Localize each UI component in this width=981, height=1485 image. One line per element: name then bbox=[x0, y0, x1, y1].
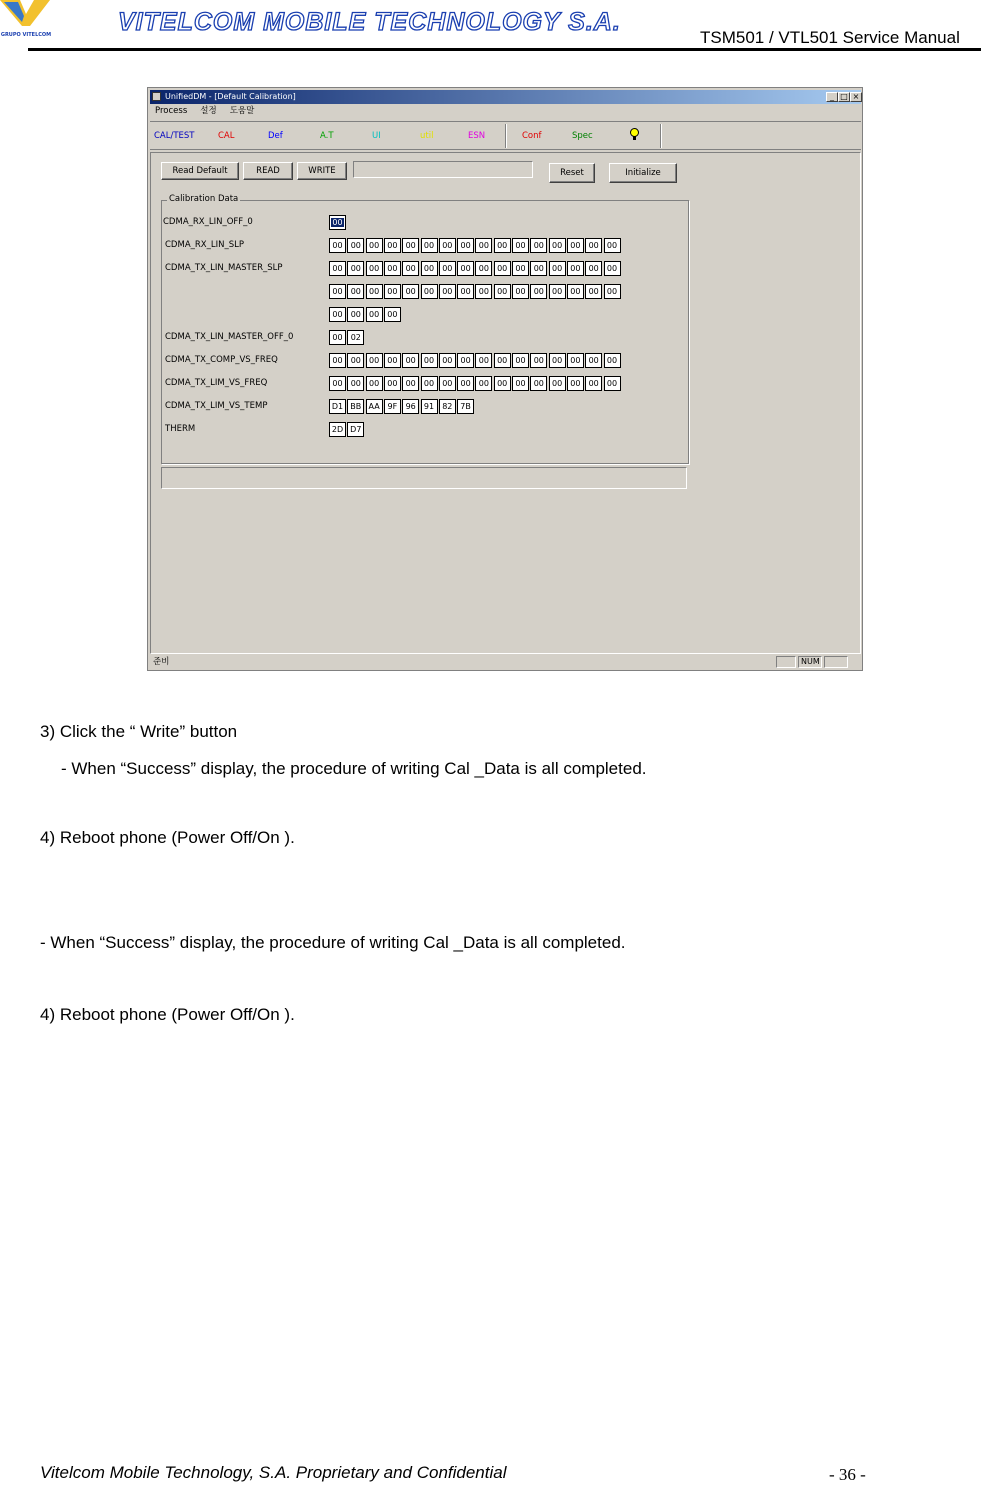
hex-cell[interactable] bbox=[439, 284, 456, 299]
hex-cell-value: 00 bbox=[387, 310, 398, 319]
hex-cell-value: 00 bbox=[405, 264, 416, 273]
status-pane bbox=[824, 656, 848, 668]
hex-cell[interactable] bbox=[585, 238, 602, 253]
window-title: UnifiedDM - [Default Calibration] bbox=[165, 92, 296, 101]
hex-cell-value: 00 bbox=[387, 287, 398, 296]
step-4-text: 4) Reboot phone (Power Off/On ). bbox=[40, 828, 295, 847]
logo-text: GRUPO VITELCOM bbox=[0, 32, 52, 38]
hex-cell-value: 00 bbox=[588, 356, 599, 365]
app-icon bbox=[152, 92, 161, 101]
hex-cell-value: 00 bbox=[350, 264, 361, 273]
hex-cell-value: 00 bbox=[405, 287, 416, 296]
hex-cell-value: AA bbox=[368, 402, 380, 411]
hex-cell[interactable] bbox=[329, 330, 346, 345]
hex-cell-value: 00 bbox=[460, 264, 471, 273]
hex-cell[interactable] bbox=[384, 399, 401, 414]
hex-cell[interactable] bbox=[402, 376, 419, 391]
hex-cell[interactable] bbox=[384, 376, 401, 391]
menu-settings[interactable]: 설정 bbox=[200, 106, 217, 116]
hex-cell[interactable] bbox=[366, 238, 383, 253]
hex-cell-value: 00 bbox=[442, 264, 453, 273]
toolbar-cal-test[interactable]: CAL/TEST bbox=[154, 131, 195, 141]
hex-cell[interactable] bbox=[366, 399, 383, 414]
hex-cell-value: 00 bbox=[478, 287, 489, 296]
hex-cell-value: 00 bbox=[460, 287, 471, 296]
hex-cell-value: 91 bbox=[423, 402, 435, 411]
hex-cell[interactable] bbox=[494, 353, 511, 368]
hex-cell-value: 00 bbox=[478, 379, 489, 388]
hex-cell[interactable] bbox=[366, 261, 383, 276]
hex-cell[interactable] bbox=[530, 238, 547, 253]
hex-cell-value: 00 bbox=[552, 379, 563, 388]
toolbar-separator bbox=[660, 124, 662, 148]
hex-cell[interactable] bbox=[329, 238, 346, 253]
hex-cell-value: 00 bbox=[533, 356, 544, 365]
hex-cell-value: 00 bbox=[588, 241, 599, 250]
toolbar-util[interactable]: util bbox=[420, 131, 434, 141]
hex-cell-value: 00 bbox=[497, 264, 508, 273]
toolbar-spec[interactable]: Spec bbox=[572, 131, 593, 141]
hex-cell[interactable] bbox=[402, 261, 419, 276]
toolbar-at[interactable]: A.T bbox=[320, 131, 334, 141]
hex-cell[interactable] bbox=[347, 261, 364, 276]
content-area bbox=[150, 152, 861, 654]
hex-cell-value: 00 bbox=[405, 379, 416, 388]
hex-cell-value: 00 bbox=[369, 264, 380, 273]
hex-cell[interactable] bbox=[549, 284, 566, 299]
hex-cell[interactable] bbox=[421, 353, 438, 368]
hex-cell[interactable] bbox=[347, 238, 364, 253]
hex-cell[interactable] bbox=[512, 238, 529, 253]
hex-cell[interactable] bbox=[366, 376, 383, 391]
help-icon[interactable] bbox=[630, 128, 639, 144]
hex-cell[interactable] bbox=[347, 376, 364, 391]
hex-cell[interactable] bbox=[439, 399, 456, 414]
hex-cell-value: 00 bbox=[405, 241, 416, 250]
reset-button[interactable]: Reset bbox=[549, 163, 595, 183]
toolbar-ui[interactable]: UI bbox=[372, 131, 381, 141]
hex-cell[interactable] bbox=[329, 215, 346, 230]
status-bar bbox=[150, 655, 861, 669]
read-default-button[interactable]: Read Default bbox=[161, 162, 239, 180]
hex-cell-value: BB bbox=[350, 402, 362, 411]
hex-cell-value: 00 bbox=[460, 379, 471, 388]
hex-cell[interactable] bbox=[475, 353, 492, 368]
hex-cell[interactable] bbox=[457, 238, 474, 253]
hex-cell-value: 00 bbox=[515, 379, 526, 388]
hex-cell-value: 00 bbox=[350, 379, 361, 388]
step-3-note: - When “Success” display, the procedure of writing Cal _Data is all completed. bbox=[61, 759, 647, 778]
hex-cell[interactable] bbox=[549, 376, 566, 391]
repeat-step-4: 4) Reboot phone (Power Off/On ). bbox=[40, 1005, 295, 1024]
status-field bbox=[353, 161, 533, 178]
hex-cell-value: 82 bbox=[442, 402, 453, 411]
hex-cell-value: 00 bbox=[552, 264, 563, 273]
hex-cell[interactable] bbox=[366, 307, 383, 322]
hex-cell-value: 00 bbox=[570, 264, 581, 273]
manual-title: TSM501 / VTL501 Service Manual bbox=[700, 28, 960, 47]
hex-cell-value: 00 bbox=[515, 287, 526, 296]
hex-cell-value: 00 bbox=[387, 241, 398, 250]
hex-cell[interactable] bbox=[567, 376, 584, 391]
hex-cell-value: 00 bbox=[332, 287, 343, 296]
hex-cell-value: 00 bbox=[423, 379, 435, 388]
hex-cell[interactable] bbox=[567, 261, 584, 276]
hex-cell[interactable] bbox=[475, 238, 492, 253]
hex-cell-value: 00 bbox=[442, 241, 453, 250]
page-number: - 36 - bbox=[829, 1465, 866, 1484]
status-text: 준비 bbox=[153, 657, 170, 667]
hex-cell-value: 00 bbox=[497, 287, 508, 296]
close-button[interactable]: × bbox=[850, 92, 862, 102]
hex-cell[interactable] bbox=[347, 399, 364, 414]
hex-cell-value: 00 bbox=[588, 264, 599, 273]
hex-cell-value: 00 bbox=[606, 356, 618, 365]
hex-cell-value: 00 bbox=[442, 356, 453, 365]
hex-cell[interactable] bbox=[549, 261, 566, 276]
hex-cell-value: 00 bbox=[387, 356, 398, 365]
hex-cell-value: 00 bbox=[423, 287, 435, 296]
hex-cell-value: 00 bbox=[423, 356, 435, 365]
hex-cell-value: 00 bbox=[369, 241, 380, 250]
repeat-note: - When “Success” display, the procedure of writing Cal _Data is all completed. bbox=[40, 933, 626, 952]
hex-cell-value: D1 bbox=[331, 402, 344, 411]
hex-cell-value: 00 bbox=[552, 356, 563, 365]
hex-cell-value: 00 bbox=[350, 310, 361, 319]
app-window-screenshot bbox=[147, 87, 863, 671]
hex-cell[interactable] bbox=[329, 353, 346, 368]
hex-cell-value: 00 bbox=[369, 379, 380, 388]
hex-cell[interactable] bbox=[347, 307, 364, 322]
toolbar-def[interactable]: Def bbox=[268, 131, 283, 141]
hex-cell[interactable] bbox=[604, 238, 621, 253]
hex-cell[interactable] bbox=[402, 353, 419, 368]
row-label: THERM bbox=[165, 424, 196, 434]
hex-cell-value: 00 bbox=[405, 356, 416, 365]
hex-cell-value: 00 bbox=[515, 264, 526, 273]
num-lock-indicator: NUM bbox=[798, 656, 822, 668]
hex-cell-value: 00 bbox=[533, 287, 544, 296]
hex-cell[interactable] bbox=[494, 376, 511, 391]
hex-cell[interactable] bbox=[494, 238, 511, 253]
hex-cell-value: 00 bbox=[552, 241, 563, 250]
hex-cell[interactable] bbox=[475, 284, 492, 299]
hex-cell-value: 00 bbox=[570, 287, 581, 296]
hex-cell-value: D7 bbox=[350, 425, 362, 434]
row-label: CDMA_TX_LIN_MASTER_OFF_0 bbox=[165, 332, 294, 342]
maximize-button[interactable]: □ bbox=[838, 92, 850, 102]
hex-cell[interactable] bbox=[567, 238, 584, 253]
hex-cell-value: 00 bbox=[423, 241, 435, 250]
hex-cell[interactable] bbox=[366, 284, 383, 299]
menu-process[interactable]: Process bbox=[155, 106, 188, 116]
hex-cell[interactable] bbox=[585, 261, 602, 276]
hex-cell-value: 00 bbox=[369, 356, 380, 365]
status-pane bbox=[776, 656, 796, 668]
hex-cell[interactable] bbox=[329, 261, 346, 276]
hex-cell-value: 00 bbox=[570, 241, 581, 250]
hex-cell[interactable] bbox=[512, 261, 529, 276]
hex-cell-value: 00 bbox=[332, 356, 343, 365]
hex-cell-value: 00 bbox=[606, 241, 618, 250]
hex-cell-value: 00 bbox=[442, 287, 453, 296]
hex-cell-value: 00 bbox=[478, 264, 489, 273]
hex-cell[interactable] bbox=[439, 353, 456, 368]
hex-cell[interactable] bbox=[457, 284, 474, 299]
hex-cell-value: 00 bbox=[332, 310, 343, 319]
hex-cell-value: 00 bbox=[606, 264, 618, 273]
hex-cell-value: 7B bbox=[460, 402, 471, 411]
hex-cell-value: 2D bbox=[331, 425, 344, 434]
step-3-text: 3) Click the “ Write” button bbox=[40, 722, 238, 741]
row-label: CDMA_TX_COMP_VS_FREQ bbox=[165, 355, 278, 365]
hex-cell[interactable] bbox=[512, 284, 529, 299]
hex-cell-value: 00 bbox=[369, 287, 380, 296]
hex-cell[interactable] bbox=[512, 376, 529, 391]
hex-cell[interactable] bbox=[421, 376, 438, 391]
hex-cell-value: 00 bbox=[515, 356, 526, 365]
hex-cell-value: 00 bbox=[606, 287, 618, 296]
row-label: CDMA_TX_LIN_MASTER_SLP bbox=[165, 263, 283, 273]
hex-cell-value: 00 bbox=[332, 218, 343, 227]
hex-cell-value: 00 bbox=[497, 241, 508, 250]
hex-cell[interactable] bbox=[329, 399, 346, 414]
hex-cell-value: 00 bbox=[350, 241, 361, 250]
hex-cell[interactable] bbox=[384, 261, 401, 276]
company-name: VITELCOM MOBILE TECHNOLOGY S.A. bbox=[118, 8, 621, 36]
hex-cell-value: 00 bbox=[350, 356, 361, 365]
hex-cell-value: 00 bbox=[497, 356, 508, 365]
toolbar-esn[interactable]: ESN bbox=[468, 131, 486, 141]
hex-cell[interactable] bbox=[347, 330, 364, 345]
hex-cell[interactable] bbox=[604, 261, 621, 276]
hex-cell-value: 00 bbox=[460, 356, 471, 365]
hex-cell-value: 02 bbox=[350, 333, 361, 342]
toolbar-separator bbox=[505, 124, 507, 148]
hex-cell[interactable] bbox=[604, 353, 621, 368]
hex-cell[interactable] bbox=[585, 353, 602, 368]
hex-cell[interactable] bbox=[475, 376, 492, 391]
hex-cell[interactable] bbox=[421, 261, 438, 276]
toolbar-cal[interactable]: CAL bbox=[218, 131, 235, 141]
hex-cell-value: 00 bbox=[570, 356, 581, 365]
hex-cell-value: 00 bbox=[497, 379, 508, 388]
hex-cell[interactable] bbox=[530, 261, 547, 276]
toolbar-conf[interactable]: Conf bbox=[522, 131, 542, 141]
hex-cell[interactable] bbox=[402, 284, 419, 299]
hex-cell-value: 00 bbox=[332, 333, 343, 342]
hex-cell-value: 00 bbox=[588, 287, 599, 296]
menu-help[interactable]: 도움말 bbox=[229, 106, 255, 116]
hex-cell[interactable] bbox=[439, 261, 456, 276]
row-label: CDMA_TX_LIM_VS_FREQ bbox=[165, 378, 268, 388]
hex-cell-value: 9F bbox=[387, 402, 398, 411]
hex-cell-value: 00 bbox=[533, 241, 544, 250]
hex-cell-value: 00 bbox=[387, 379, 398, 388]
hex-cell-value: 00 bbox=[606, 379, 618, 388]
row-label: CDMA_TX_LIM_VS_TEMP bbox=[165, 401, 268, 411]
hex-cell[interactable] bbox=[604, 284, 621, 299]
read-button[interactable]: READ bbox=[243, 162, 293, 180]
hex-cell-value: 00 bbox=[533, 379, 544, 388]
minimize-button[interactable]: _ bbox=[826, 92, 838, 102]
hex-cell-value: 00 bbox=[460, 241, 471, 250]
hex-cell[interactable] bbox=[475, 261, 492, 276]
hex-cell[interactable] bbox=[329, 307, 346, 322]
hex-cell-value: 00 bbox=[332, 379, 343, 388]
hex-cell[interactable] bbox=[439, 376, 456, 391]
hex-cell[interactable] bbox=[347, 422, 364, 437]
hex-cell[interactable] bbox=[384, 353, 401, 368]
menu-bar bbox=[150, 104, 861, 119]
hex-cell[interactable] bbox=[457, 353, 474, 368]
message-field bbox=[161, 467, 687, 489]
toolbar bbox=[150, 121, 861, 150]
hex-cell[interactable] bbox=[329, 422, 346, 437]
hex-cell-value: 00 bbox=[442, 379, 453, 388]
hex-cell[interactable] bbox=[604, 376, 621, 391]
hex-cell[interactable] bbox=[457, 261, 474, 276]
hex-cell[interactable] bbox=[384, 238, 401, 253]
hex-cell[interactable] bbox=[549, 353, 566, 368]
hex-cell[interactable] bbox=[494, 261, 511, 276]
hex-cell[interactable] bbox=[549, 238, 566, 253]
hex-cell-value: 00 bbox=[332, 241, 343, 250]
hex-cell[interactable] bbox=[347, 284, 364, 299]
initialize-button[interactable]: Initialize bbox=[609, 163, 677, 183]
hex-cell[interactable] bbox=[567, 353, 584, 368]
hex-cell[interactable] bbox=[402, 399, 419, 414]
hex-cell[interactable] bbox=[329, 284, 346, 299]
write-button[interactable]: WRITE bbox=[297, 162, 347, 180]
hex-cell[interactable] bbox=[421, 238, 438, 253]
window-titlebar bbox=[150, 90, 861, 104]
hex-cell[interactable] bbox=[585, 376, 602, 391]
hex-cell-value: 00 bbox=[369, 310, 380, 319]
row-label: CDMA_RX_LIN_SLP bbox=[165, 240, 244, 250]
hex-cell-value: 00 bbox=[533, 264, 544, 273]
hex-cell[interactable] bbox=[384, 307, 401, 322]
group-title: Calibration Data bbox=[169, 194, 239, 204]
hex-cell[interactable] bbox=[421, 399, 438, 414]
hex-cell-value: 00 bbox=[570, 379, 581, 388]
hex-cell[interactable] bbox=[421, 284, 438, 299]
hex-cell-value: 96 bbox=[405, 402, 416, 411]
hex-cell[interactable] bbox=[530, 353, 547, 368]
hex-cell-value: 00 bbox=[478, 241, 489, 250]
hex-cell-value: 00 bbox=[350, 287, 361, 296]
hex-cell[interactable] bbox=[329, 376, 346, 391]
hex-cell-value: 00 bbox=[478, 356, 489, 365]
header-rule bbox=[28, 48, 981, 51]
hex-cell[interactable] bbox=[384, 284, 401, 299]
hex-cell-value: 00 bbox=[387, 264, 398, 273]
hex-cell[interactable] bbox=[366, 353, 383, 368]
row-label: CDMA_RX_LIN_OFF_0 bbox=[163, 217, 253, 227]
hex-cell-value: 00 bbox=[552, 287, 563, 296]
hex-cell[interactable] bbox=[530, 284, 547, 299]
hex-cell[interactable] bbox=[457, 399, 474, 414]
hex-cell-value: 00 bbox=[423, 264, 435, 273]
hex-cell[interactable] bbox=[530, 376, 547, 391]
hex-cell[interactable] bbox=[567, 284, 584, 299]
vitelcom-logo bbox=[0, 0, 52, 40]
hex-cell[interactable] bbox=[347, 353, 364, 368]
footer-company: Vitelcom Mobile Technology, S.A. Proprietary and Confidential bbox=[40, 1463, 507, 1482]
hex-cell-value: 00 bbox=[332, 264, 343, 273]
hex-cell[interactable] bbox=[512, 353, 529, 368]
hex-cell-value: 00 bbox=[515, 241, 526, 250]
hex-cell-value: 00 bbox=[588, 379, 599, 388]
hex-cell[interactable] bbox=[439, 238, 456, 253]
hex-cell[interactable] bbox=[402, 238, 419, 253]
hex-cell[interactable] bbox=[585, 284, 602, 299]
hex-cell[interactable] bbox=[457, 376, 474, 391]
hex-cell[interactable] bbox=[494, 284, 511, 299]
